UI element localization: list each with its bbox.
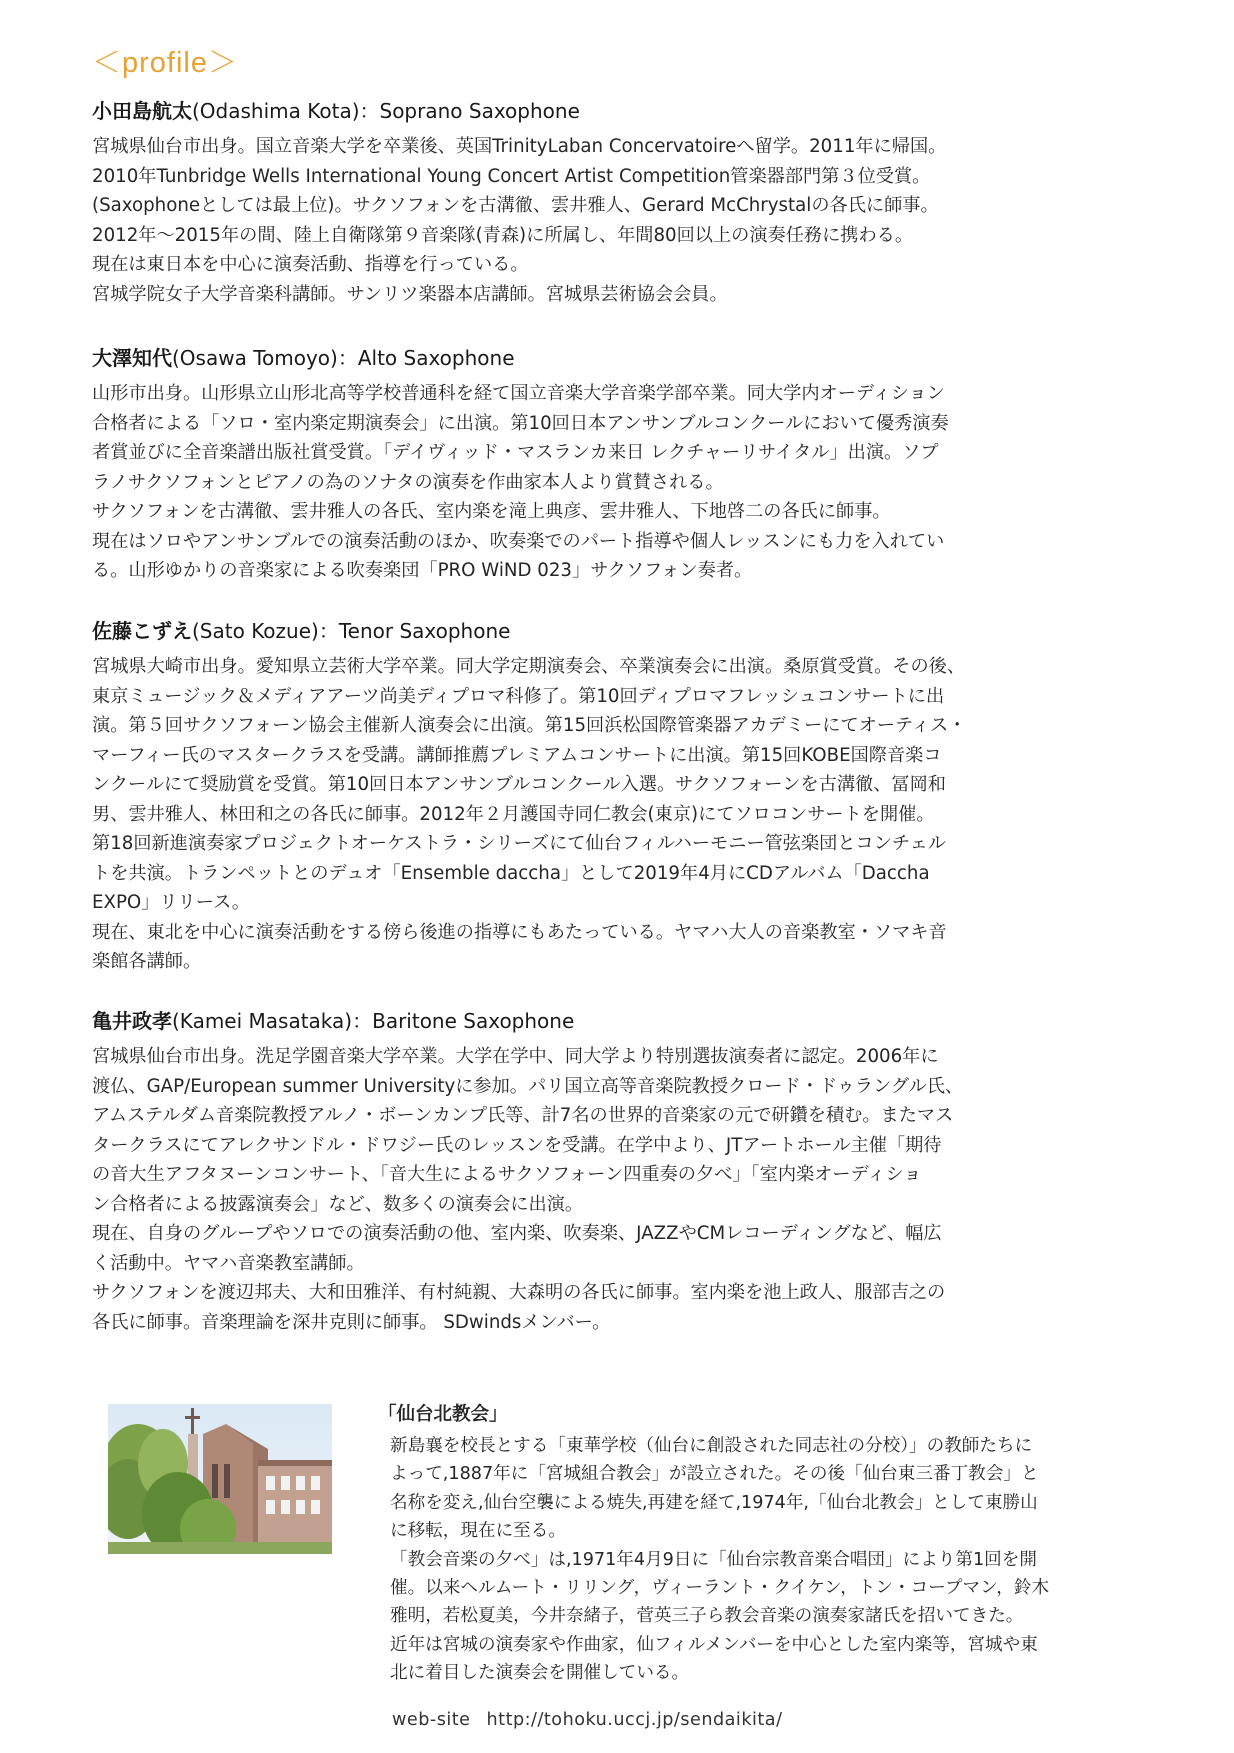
performer-name-jp: 佐藤こずえ [92,619,192,643]
profile-section-alto [92,343,1132,586]
website-url[interactable]: http://tohoku.uccj.jp/sendaikita/ [486,1710,783,1730]
performer-name-en: (Osawa Tomoyo)：Alto Saxophone [172,346,515,370]
performer-bio: 宮城県仙台市出身。国立音楽大学を卒業後、英国TrinityLaban Concervatoireへ留学。2011年に帰国。 2010年Tunbridge Wells International Young Concert Artist Competition管楽器部門第３位受賞。 (Saxophoneとしては最上位)。サクソフォンを古溝徹、雲井雅人、Gerard McChrystalの各氏に師事。 2012年～2015年の間、陸上自衛隊第９音楽隊(青森)に所属し、年間80回以上の演奏任務に携わる。 現在は東日本を中心に演奏活動、指導を行っている。 宮城学院女子大学音楽科講師。サンリツ楽器本店講師。宮城県芸術協会会員。 [92,136,947,305]
profile-section-tenor [92,616,1132,977]
performer-name [92,96,1132,126]
church-building-illustration [108,1404,332,1554]
performer-name-en: (Kamei Masataka)：Baritone Saxophone [172,1009,575,1033]
profile-heading: ＜profile＞ [92,47,238,79]
performer-name-jp: 亀井政孝 [92,1009,172,1033]
website-label: web-site [392,1710,471,1730]
profile-section-baritone [92,1006,1132,1337]
performer-bio: 宮城県大崎市出身。愛知県立芸術大学卒業。同大学定期演奏会、卒業演奏会に出演。桑原賞受賞。その後、 東京ミュージック＆メディアアーツ尚美ディプロマ科修了。第10回ディプロマフレッシュコンサートに出 演。第５回サクソフォーン協会主催新人演奏会に出演。第15回浜松国際管楽器アカデミーにてオーティス・ マーフィー氏のマスタークラスを受講。講師推薦プレミアムコンサートに出演。第15回KOBE国際音楽コ ンクールにて奨励賞を受賞。第10回日本アンサンブルコンクール入選。サクソフォーンを古溝徹、冨岡和 男、雲井雅人、林田和之の各氏に師事。2012年２月護国寺同仁教会(東京)にてソロコンサートを開催。 第18回新進演奏家プロジェクトオーケストラ・シリーズにて仙台フィルハーモニー管弦楽団とコンチェル トを共演。トランペットとのデュオ「Ensemble daccha」として2019年4月にCDアルバム「Daccha EXPO」リリース。 現在、東北を中心に演奏活動をする傍ら後進の指導にもあたっている。ヤマハ大人の音楽教室・ソマキ音 楽館各講師。 [92,656,967,972]
performer-name [92,343,1132,373]
church-website [392,1710,799,1730]
church-info [378,1402,1138,1688]
church-title: 「仙台北教会」 [378,1404,508,1425]
church-description: 新島襄を校長とする「東華学校（仙台に創設された同志社の分校）」の教師たちに よって,1887年に「宮城組合教会」が設立された。その後「仙台東三番丁教会」と 名称を変え,仙台空襲による焼失,再建を経て,1974年,「仙台北教会」として東勝山 に移転，現在に至る。 「教会音楽の夕べ」は,1971年4月9日に「仙台宗教音楽合唱団」により第1回を開 催。以来ヘルムート・リリング，ヴィーラント・クイケン，トン・コープマン，鈴木 雅明，若松夏美，今井奈緒子，菅英三子ら教会音楽の演奏家諸氏を招いてきた。 近年は宮城の演奏家や作曲家，仙フィルメンバーを中心とした室内楽等，宮城や東 北に着目した演奏会を開催している。 [390,1436,1050,1684]
performer-name-en: (Odashima Kota)：Soprano Saxophone [192,99,580,123]
performer-name-en: (Sato Kozue)：Tenor Saxophone [192,619,511,643]
performer-bio: 山形市出身。山形県立山形北高等学校普通科を経て国立音楽大学音楽学部卒業。同大学内オーディション 合格者による「ソロ・室内楽定期演奏会」に出演。第10回日本アンサンブルコンクールにおいて優秀演奏 者賞並びに全音楽譜出版社賞受賞。「デイヴィッド・マスランカ来日 レクチャーリサイタル」出演。ソプ ラノサクソフォンとピアノの為のソナタの演奏を作曲家本人より賞賛される。 サクソフォンを古溝徹、雲井雅人の各氏、室内楽を滝上典彦、雲井雅人、下地啓二の各氏に師事。 現在はソロやアンサンブルでの演奏活動のほか、吹奏楽でのパート指導や個人レッスンにも力を入れてい る。山形ゆかりの音楽家による吹奏楽団「PRO WiND 023」サクソフォン奏者。 [92,383,949,581]
performer-name [92,1006,1132,1036]
performer-bio: 宮城県仙台市出身。洗足学園音楽大学卒業。大学在学中、同大学より特別選抜演奏者に認定。2006年に 渡仏、GAP/European summer Universityに参加。パリ国立高等音楽院教授クロード・ドゥラングル氏、 アムステルダム音楽院教授アルノ・ボーンカンプ氏等、計7名の世界的音楽家の元で研鑽を積む。またマス タークラスにてアレクサンドル・ドワジー氏のレッスンを受講。在学中より、JTアートホール主催「期待 の音大生アフタヌーンコンサート、「音大生によるサクソフォーン四重奏の夕べ」「室内楽オーディショ ン合格者による披露演奏会」など、数多くの演奏会に出演。 現在、自身のグループやソロでの演奏活動の他、室内楽、吹奏楽、JAZZやCMレコーディングなど、幅広 く活動中。ヤマハ音楽教室講師。 サクソフォンを渡辺邦夫、大和田雅洋、有村純親、大森明の各氏に師事。室内楽を池上政人、服部吉之の 各氏に師事。音楽理論を深井克則に師事。 SDwindsメンバー。 [92,1046,964,1333]
performer-name-jp: 小田島航太 [92,99,192,123]
performer-name [92,616,1132,646]
church-photo [108,1404,332,1554]
profile-section-soprano [92,96,1132,309]
performer-name-jp: 大澤知代 [92,346,172,370]
